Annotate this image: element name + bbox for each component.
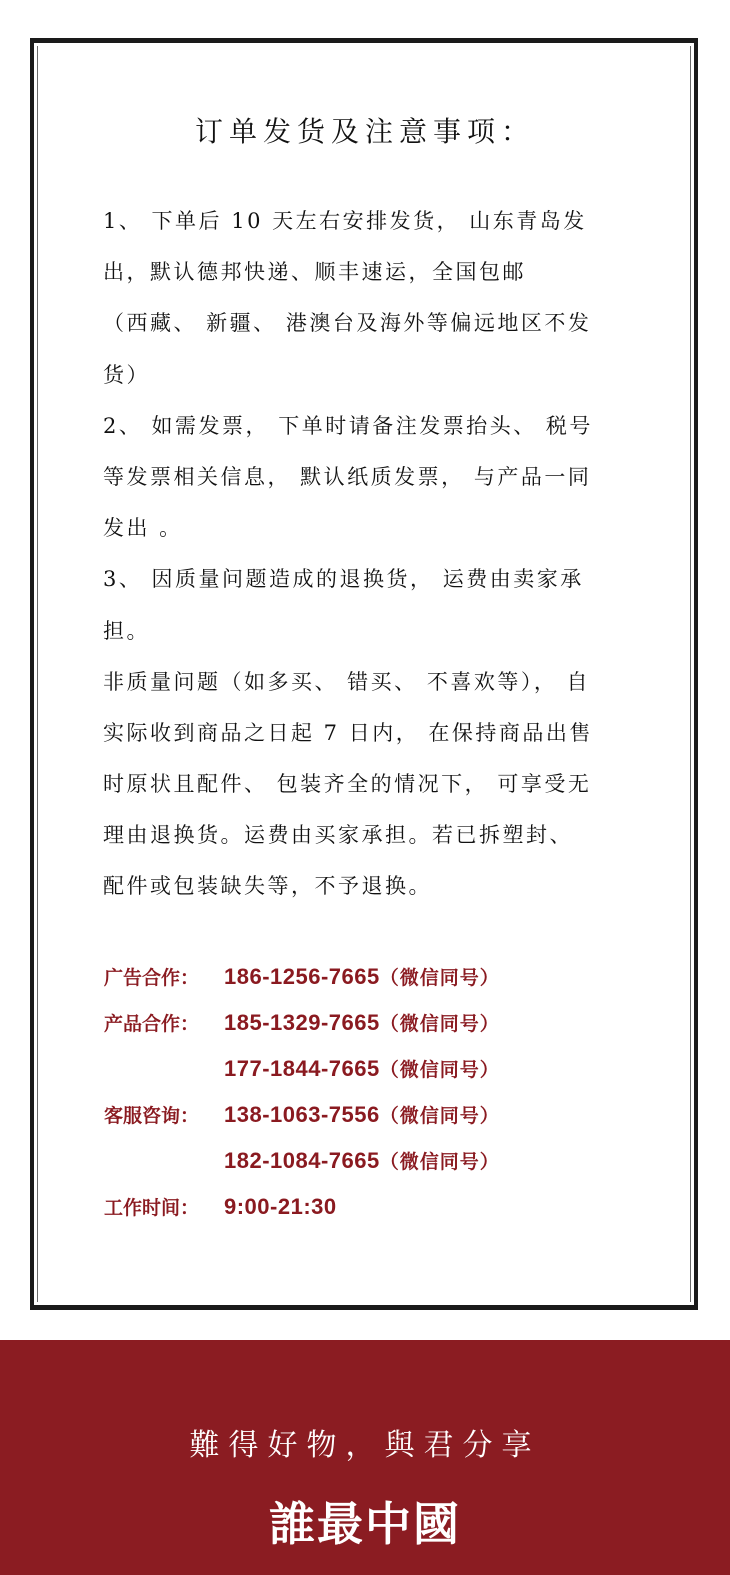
phone-number[interactable]: 185-1329-7665 xyxy=(224,1010,380,1035)
wechat-tag: （微信同号） xyxy=(379,1152,500,1173)
notice-line: 1、 下单后 10 天左右安排发货， 山东青岛发 xyxy=(103,209,587,233)
contact-label: 广告合作： xyxy=(104,968,200,989)
phone-number[interactable]: 177-1844-7665 xyxy=(224,1056,380,1081)
notice-line: 理由退换货。运费由买家承担。若已拆塑封、 xyxy=(103,823,573,848)
contact-label: 产品合作： xyxy=(104,1014,200,1035)
contact-row-customer-service-2 xyxy=(104,1138,624,1184)
notice-line: 等发票相关信息， 默认纸质发票， 与产品一同 xyxy=(103,464,592,489)
working-hours-value: 9:00-21:30 xyxy=(224,1194,337,1219)
brand-logo-text: 誰最中國 xyxy=(269,1497,461,1551)
notice-line: 配件或包装缺失等，不予退换。 xyxy=(103,874,432,899)
phone-number[interactable]: 182-1084-7665 xyxy=(224,1148,380,1173)
contact-row-ad-cooperation xyxy=(104,954,624,1000)
contact-list xyxy=(104,954,624,1230)
wechat-tag: （微信同号） xyxy=(379,968,500,989)
notice-line: （西藏、 新疆、 港澳台及海外等偏远地区不发 xyxy=(103,311,592,336)
contact-row-product-cooperation-2 xyxy=(104,1046,624,1092)
notice-title: 订单发货及注意事项： xyxy=(194,115,535,148)
notice-line: 非质量问题（如多买、 错买、 不喜欢等）， 自 xyxy=(103,669,591,694)
contact-label: 工作时间： xyxy=(104,1198,200,1219)
brand-footer xyxy=(0,1340,730,1575)
contact-label: 客服咨询： xyxy=(104,1106,200,1127)
notice-body xyxy=(103,196,648,913)
notice-line: 3、 因质量问题造成的退换货， 运费由卖家承 xyxy=(103,567,584,592)
contact-row-customer-service xyxy=(104,1092,624,1138)
footer-slogan: 難得好物，與君分享 xyxy=(189,1428,541,1463)
notice-line: 出，默认德邦快递、顺丰速运，全国包邮 xyxy=(103,260,526,285)
wechat-tag: （微信同号） xyxy=(379,1106,500,1127)
contact-row-working-hours xyxy=(104,1184,624,1230)
wechat-tag: （微信同号） xyxy=(379,1014,500,1035)
wechat-tag: （微信同号） xyxy=(379,1060,500,1081)
contact-row-product-cooperation xyxy=(104,1000,624,1046)
notice-line: 2、 如需发票， 下单时请备注发票抬头、 税号 xyxy=(103,413,593,438)
notice-line: 实际收到商品之日起 7 日内， 在保持商品出售 xyxy=(103,720,593,745)
phone-number[interactable]: 138-1063-7556 xyxy=(224,1102,380,1127)
notice-line: 时原状且配件、 包装齐全的情况下， 可享受无 xyxy=(103,772,592,797)
notice-line: 货） xyxy=(103,362,150,387)
notice-line: 担。 xyxy=(103,618,150,643)
notice-line: 发出 。 xyxy=(103,516,183,541)
phone-number[interactable]: 186-1256-7665 xyxy=(224,964,380,989)
